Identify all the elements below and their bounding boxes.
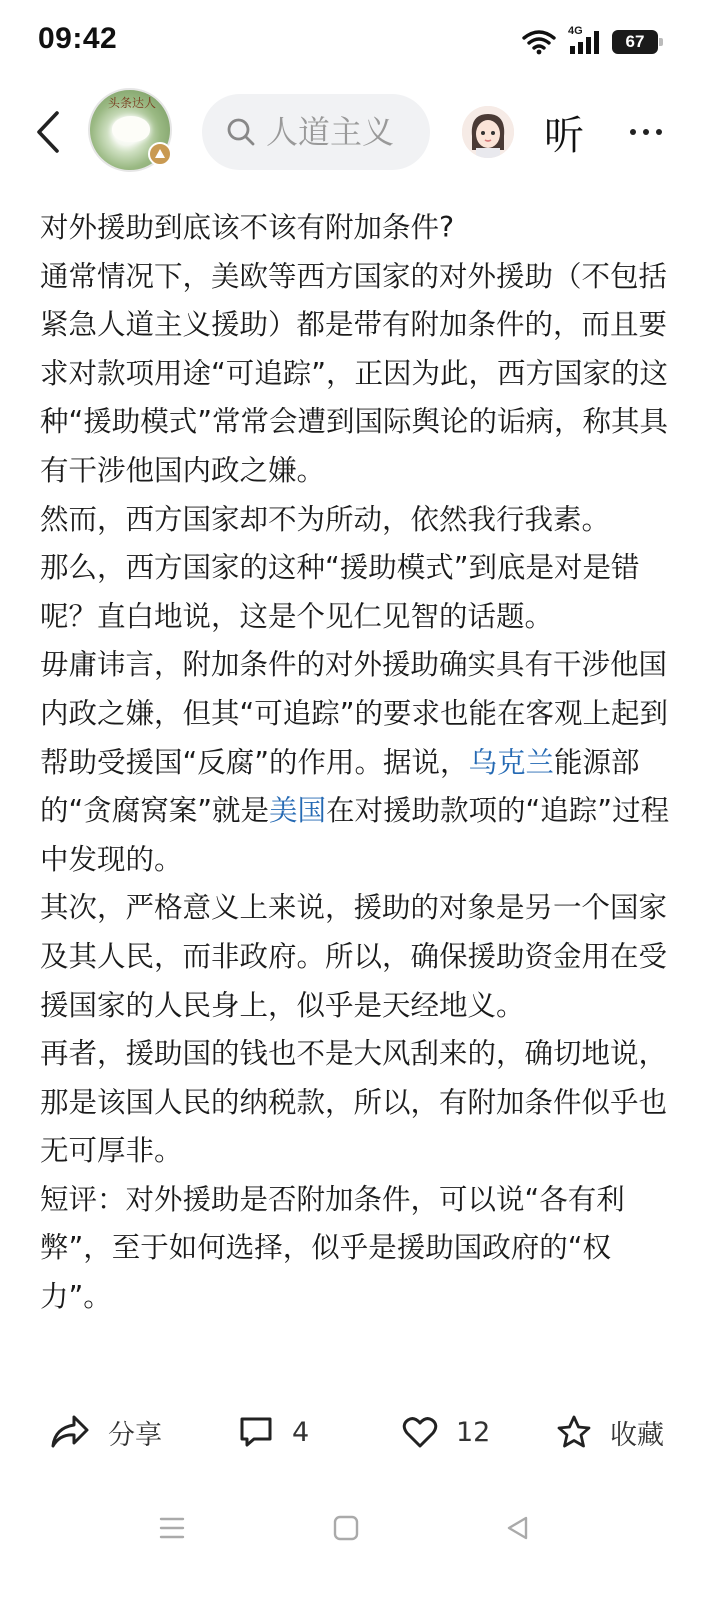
article-paragraph: 那么，西方国家的这种“援助模式”到底是对是错呢？直白地说，这是个见仁见智的话题。: [40, 551, 640, 633]
paragraph-text: 在对援助款项的“追踪”过程中发现的。: [40, 794, 670, 876]
usa-link[interactable]: 美国: [269, 794, 327, 828]
back-triangle-icon: [504, 1514, 532, 1542]
share-icon: [50, 1414, 90, 1450]
comment-count: 4: [292, 1416, 310, 1448]
listen-button[interactable]: 听: [544, 113, 584, 159]
more-button[interactable]: [624, 114, 668, 150]
listen-avatar[interactable]: [462, 106, 514, 158]
battery-icon: [612, 30, 658, 54]
article-paragraph: 对外援助到底该不该有附加条件?: [40, 211, 455, 244]
back-icon: [35, 110, 61, 154]
network-type-label: 4G: [568, 25, 583, 37]
article-paragraph: 然而，西方国家却不为所动，依然我行我素。: [40, 502, 611, 536]
paragraph-text: 能源部的“贪腐窝案”就是: [40, 745, 640, 828]
wifi-icon: [522, 29, 556, 55]
favorite-label: 收藏: [610, 1419, 664, 1451]
action-bar: [0, 1396, 720, 1468]
top-header: [0, 86, 720, 178]
status-icons: [522, 25, 658, 56]
status-bar: [0, 0, 720, 80]
article-paragraph: 通常情况下，美欧等西方国家的对外援助（不包括紧急人道主义援助）都是带有附加条件的，而且要求对款项用途“可追踪”，正因为此，西方国家的这种“援助模式”常常会遭到国际舆论的诟病，称其具有干涉他国内政之嫌。: [40, 259, 669, 487]
nav-menu-button[interactable]: [154, 1510, 190, 1546]
avatar-badge-text: 头条达人: [107, 96, 156, 110]
article-paragraph: [40, 641, 680, 884]
favorite-button[interactable]: [556, 1410, 664, 1454]
search-icon: [226, 117, 256, 147]
verified-badge-icon: [148, 142, 172, 166]
comment-button[interactable]: [238, 1410, 309, 1454]
battery-level: 67: [625, 32, 645, 51]
more-icon: [630, 129, 662, 135]
system-nav-bar: [0, 1494, 720, 1564]
nav-home-button[interactable]: [328, 1510, 364, 1546]
search-box[interactable]: [202, 94, 430, 170]
status-time: 09:42: [38, 22, 118, 55]
share-label: 分享: [108, 1419, 162, 1451]
paragraph-text: 毋庸讳言，附加条件的对外援助确实具有干涉他国内政之嫌，但其“可追踪”的要求也能在客观上起到帮助受援国“反腐”的作用。据说，: [40, 648, 669, 779]
like-count: 12: [456, 1416, 491, 1448]
article-paragraph: 其次，严格意义上来说，援助的对象是另一个国家及其人民，而非政府。所以，确保援助资金用在受援国家的人民身上，似乎是天经地义。: [40, 891, 668, 1022]
menu-icon: [158, 1516, 186, 1540]
like-button[interactable]: [402, 1410, 490, 1454]
article-body: [40, 204, 680, 1322]
back-button[interactable]: [26, 104, 70, 160]
heart-icon: [402, 1415, 438, 1449]
ukraine-link[interactable]: 乌克兰: [468, 745, 555, 779]
article-paragraph: 再者，援助国的钱也不是大风刮来的，确切地说，那是该国人民的纳税款，所以，有附加条件似乎也无可厚非。: [40, 1037, 668, 1168]
nav-back-button[interactable]: [500, 1510, 536, 1546]
search-input[interactable]: [266, 113, 416, 151]
comment-icon: [238, 1415, 274, 1449]
author-avatar[interactable]: [88, 88, 172, 172]
lotus-image: [112, 116, 150, 142]
home-square-icon: [332, 1514, 360, 1542]
signal-icon: [566, 25, 602, 55]
article-paragraph: 短评：对外援助是否附加条件，可以说“各有利弊”，至于如何选择，似乎是援助国政府的“权力”。: [40, 1182, 625, 1314]
share-button[interactable]: [50, 1410, 162, 1454]
star-icon: [556, 1414, 592, 1450]
